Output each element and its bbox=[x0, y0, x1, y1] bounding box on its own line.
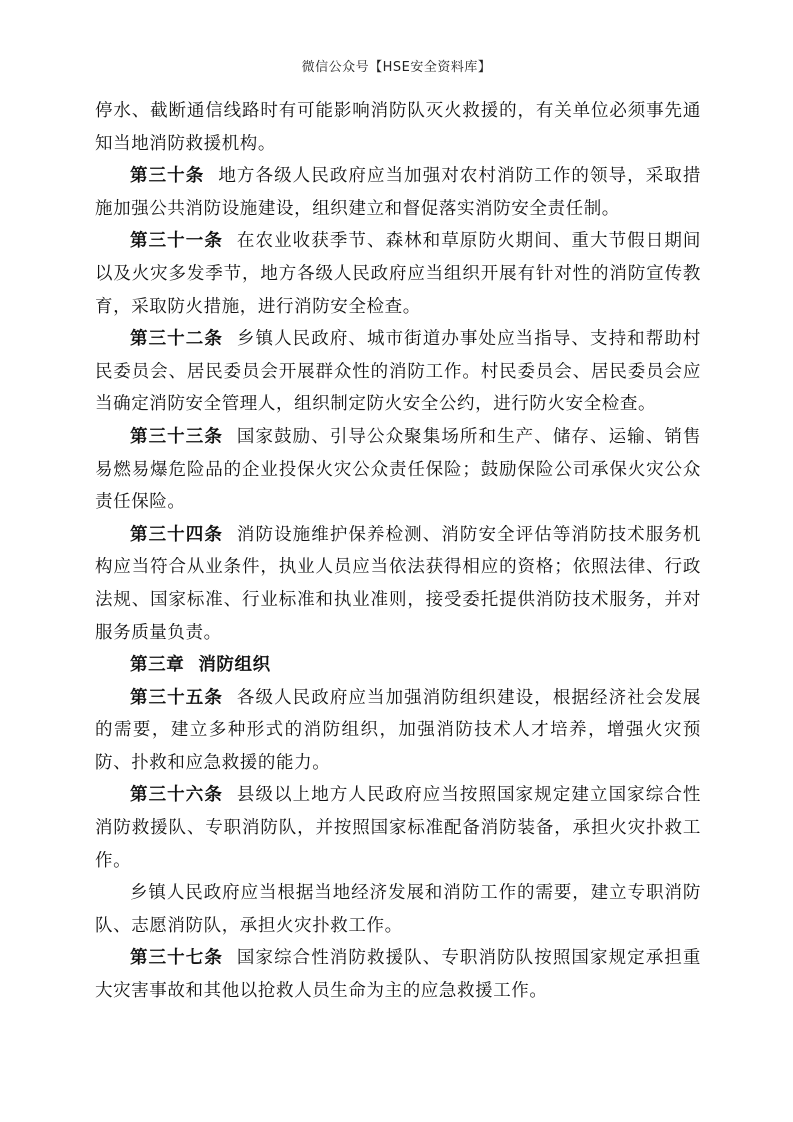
article-number: 第三十六条 bbox=[130, 785, 223, 806]
article-number: 第三十条 bbox=[130, 166, 205, 187]
article-36 bbox=[95, 779, 701, 877]
article-number: 第三十三条 bbox=[130, 426, 223, 447]
article-number: 第三十五条 bbox=[130, 687, 223, 708]
article-text: 各级人民政府应当加强消防组织建设，根据经济社会发展的需要，建立多种形式的消防组织，加强消防技术人才培养，增强火灾预防、扑救和应急救援的能力。 bbox=[95, 687, 702, 773]
article-35 bbox=[95, 682, 701, 780]
article-text: 国家综合性消防救援队、专职消防队按照国家规定承担重大灾害事故和其他以抢救人员生命为主的应急救援工作。 bbox=[95, 948, 702, 1002]
article-37 bbox=[95, 942, 701, 1007]
article-30 bbox=[95, 160, 701, 225]
document-body bbox=[95, 95, 701, 1008]
article-33 bbox=[95, 421, 701, 519]
page-header: 微信公众号【HSE安全资料库】 bbox=[301, 60, 492, 75]
paragraph-text: 乡镇人民政府应当根据当地经济发展和消防工作的需要，建立专职消防队、志愿消防队，承担火灾扑救工作。 bbox=[95, 883, 701, 936]
article-32 bbox=[95, 323, 701, 421]
article-number: 第三十一条 bbox=[130, 231, 223, 252]
article-34 bbox=[95, 519, 701, 649]
chapter-heading bbox=[95, 649, 701, 682]
article-text: 消防设施维护保养检测、消防安全评估等消防技术服务机构应当符合从业条件，执业人员应当依法获得相应的资格；依照法律、行政法规、国家标准、行业标准和执业准则，接受委托提供消防技术服务，并对服务质量负责。 bbox=[95, 524, 702, 643]
article-text: 国家鼓励、引导公众聚集场所和生产、储存、运输、销售易燃易爆危险品的企业投保火灾公众责任保险；鼓励保险公司承保火灾公众责任保险。 bbox=[95, 426, 702, 513]
article-number: 第三十四条 bbox=[130, 524, 223, 545]
article-number: 第三十二条 bbox=[130, 329, 223, 350]
chapter-title: 消防组织 bbox=[198, 655, 271, 676]
article-number: 第三十七条 bbox=[130, 948, 223, 969]
article-text: 县级以上地方人民政府应当按照国家规定建立国家综合性消防救援队、专职消防队，并按照国家标准配备消防装备，承担火灾扑救工作。 bbox=[95, 785, 702, 871]
article-text: 地方各级人民政府应当加强对农村消防工作的领导，采取措施加强公共消防设施建设，组织建立和督促落实消防安全责任制。 bbox=[95, 166, 701, 219]
paragraph-continuation bbox=[95, 95, 701, 160]
article-31 bbox=[95, 225, 701, 323]
article-36-paragraph-2 bbox=[95, 877, 701, 942]
article-text: 乡镇人民政府、城市街道办事处应当指导、支持和帮助村民委员会、居民委员会开展群众性的消防工作。村民委员会、居民委员会应当确定消防安全管理人，组织制定防火安全公约，进行防火安全检查。 bbox=[95, 329, 702, 415]
chapter-number: 第三章 bbox=[130, 655, 185, 676]
article-text: 在农业收获季节、森林和草原防火期间、重大节假日期间以及火灾多发季节，地方各级人民政府应当组织开展有针对性的消防宣传教育，采取防火措施，进行消防安全检查。 bbox=[95, 231, 702, 317]
paragraph-text: 停水、截断通信线路时有可能影响消防队灭火救援的，有关单位必须事先通知当地消防救援机构。 bbox=[95, 101, 701, 154]
